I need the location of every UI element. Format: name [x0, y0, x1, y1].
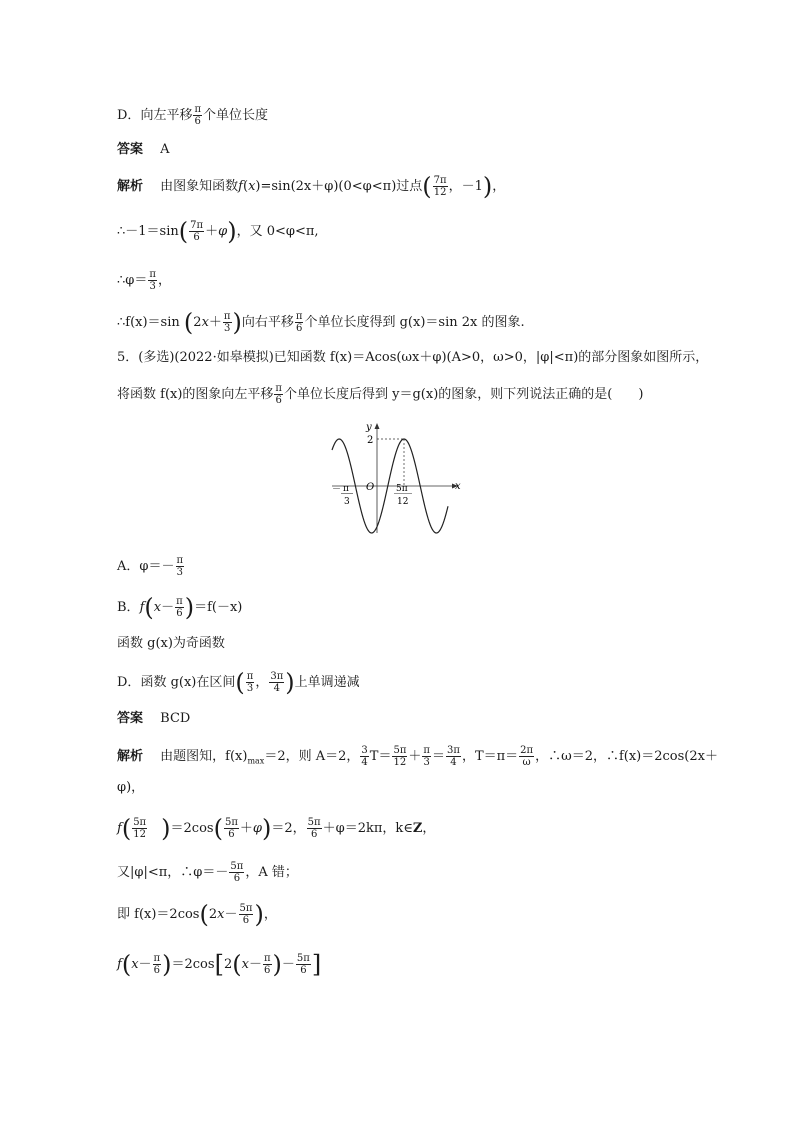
x-axis-label: x: [455, 481, 461, 492]
prev-analysis-line-4: ∴f(x)＝sin (2x＋ $\frac{\pi}{3}$ )向右平移 $\frac{\pi}{6}$ 个单位长度得到 g(x)＝sin 2x 的图象.: [117, 308, 525, 337]
prev-analysis-line-3: ∴φ＝ $\frac{\pi}{3}$ ，: [117, 269, 171, 292]
analysis-line-1: 解析 由题图知，$f(x)_{max}=2$，则 A＝2， $\frac{3}{4}$ T＝ $\frac{5\pi}{12}$ ＋ $\frac{\pi}{3}$ ＝ $\frac{3\pi}{4}$ ，T＝π＝ $\frac{2\pi}{\omega}$ ，∴ω＝2，∴f(x)＝2cos(2x＋: [117, 745, 718, 768]
y-axis-label: y: [366, 422, 372, 433]
question-5-line-2: 将函数 f(x)的图象向左平移 $\frac{\pi}{6}$ 个单位长度后得到 y＝g(x)的图象，则下列说法正确的是( ): [117, 383, 644, 406]
y-tick-label: 2: [367, 435, 374, 446]
analysis-line-4: 又|φ|<π，∴φ＝－ $\frac{5\pi}{6}$ ，A 错；: [117, 861, 298, 884]
analysis-line-2: φ)，: [117, 780, 145, 795]
right-tick-denominator: 12: [397, 497, 409, 507]
left-tick-numerator: π: [343, 484, 349, 494]
analysis-line-6: f(x－ $\frac{\pi}{6}$ )＝2cos[2(x－ $\frac{\pi}{6}$ )－ $\frac{5\pi}{6}$ ]: [117, 950, 322, 979]
analysis-line-3: f( $\frac{5\pi}{12}$ )＝2cos( $\frac{5\pi}{6}$ ＋φ)＝2， $\frac{5\pi}{6}$ ＋φ＝2kπ，k∈Z，: [117, 814, 436, 843]
cosine-graph: [328, 421, 464, 537]
option-c: 函数 g(x)为奇函数: [117, 636, 225, 651]
prev-option-d: D．向左平移 $\frac{\pi}{6}$ 个单位长度: [117, 104, 269, 127]
left-tick-sign: －: [332, 485, 342, 495]
prev-analysis-line-2: ∴－1＝sin( $\frac{7\pi}{6}$ ＋φ)，又 0<φ<π,: [117, 217, 319, 246]
right-tick-numerator: 5π: [396, 484, 408, 494]
origin-label: O: [366, 482, 375, 493]
prev-analysis-line-1: 解析 由图象知函数f(x)=sin(2x＋φ)(0<φ<π)过点( $\frac{7\pi}{12}$ ，－1)，: [117, 172, 506, 201]
question-5-line-1: 5．(多选)(2022·如皋模拟)已知函数 f(x)＝Acos(ωx＋φ)(A>0，ω>0，|φ|<π)的部分图象如图所示，: [117, 350, 709, 365]
y-axis-arrow: [375, 423, 380, 429]
prev-answer: 答案 A: [117, 142, 170, 157]
answer: 答案 BCD: [117, 711, 191, 726]
option-d: D．函数 g(x)在区间( $\frac{\pi}{3}$ ， $\frac{3\pi}{4}$ )上单调递减: [117, 668, 360, 697]
option-a: A．φ＝－ $\frac{\pi}{3}$: [117, 555, 184, 578]
option-b: B．f(x－ $\frac{\pi}{6}$ )＝f(－x): [117, 593, 243, 622]
left-tick-denominator: 3: [344, 497, 350, 507]
fraction: $\frac{\pi}{6}$: [194, 104, 202, 127]
analysis-line-5: 即 f(x)＝2cos(2x－ $\frac{5\pi}{6}$ )，: [117, 900, 277, 929]
